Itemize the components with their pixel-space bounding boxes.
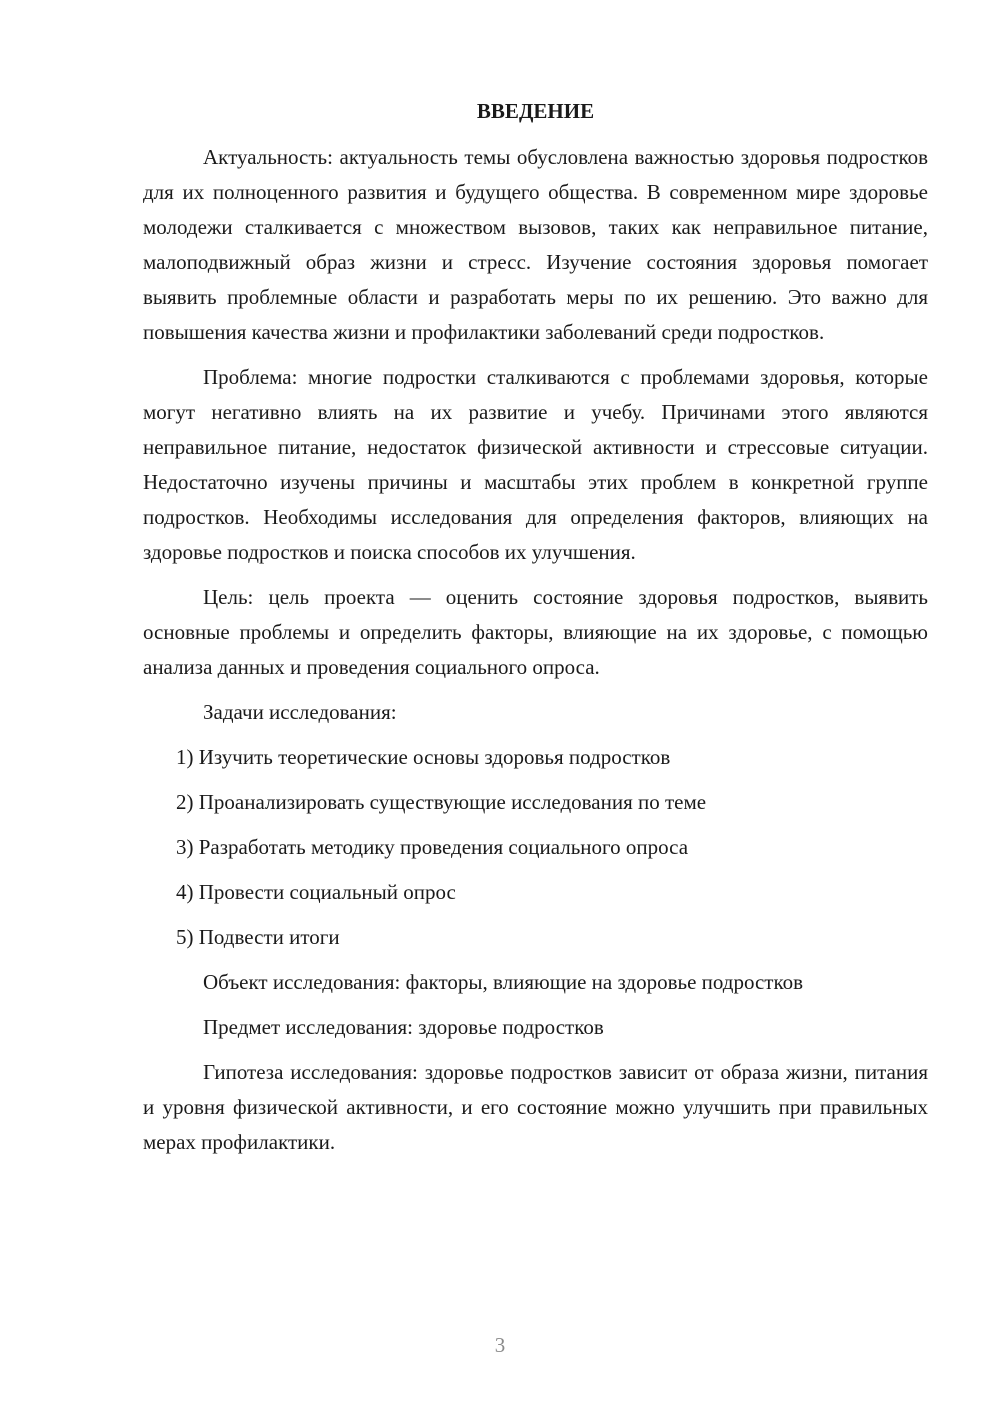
problem-paragraph: Проблема: многие подростки сталкиваются с проблемами здоровья, которые могут негативно влиять на их развитие и учебу. Причинами этого являются неправильное питание, недостаток физической активности и стрессовые ситуации. Недостаточно изучены причины и масштабы этих проблем в конкретной группе подростков. Необходимы исследования для определения факторов, влияющих на здоровье подростков и поиска способов их улучшения.: [143, 365, 928, 564]
page-title: ВВЕДЕНИЕ: [476, 99, 595, 123]
list-item: 4) Провести социальный опрос: [176, 880, 456, 904]
research-subject: Предмет исследования: здоровье подростков: [203, 1015, 604, 1039]
goal-paragraph: Цель: цель проекта — оценить состояние здоровья подростков, выявить основные проблемы и определить факторы, влияющие на их здоровье, с помощью анализа данных и проведения социального опроса.: [143, 585, 928, 679]
tasks-list: [143, 740, 928, 955]
hypothesis-paragraph: Гипотеза исследования: здоровье подростков зависит от образа жизни, питания и уровня физической активности, и его состояние можно улучшить при правильных мерах профилактики.: [143, 1060, 928, 1154]
tasks-heading: Задачи исследования:: [203, 700, 397, 724]
relevance-paragraph: Актуальность: актуальность темы обусловлена важностью здоровья подростков для их полноценного развития и будущего общества. В современном мире здоровье молодежи сталкивается с множеством вызовов, таких как неправильное питание, малоподвижный образ жизни и стресс. Изучение состояния здоровья помогает выявить проблемные области и разработать меры по их решению. Это важно для повышения качества жизни и профилактики заболеваний среди подростков.: [143, 145, 928, 344]
page-number: 3: [494, 1333, 506, 1357]
list-item: 1) Изучить теоретические основы здоровья подростков: [176, 745, 671, 769]
document-page: [143, 96, 928, 1170]
list-item: 3) Разработать методику проведения социального опроса: [176, 835, 689, 859]
research-object: Объект исследования: факторы, влияющие на здоровье подростков: [203, 970, 804, 994]
list-item: 2) Проанализировать существующие исследования по теме: [176, 790, 707, 814]
list-item: 5) Подвести итоги: [176, 925, 340, 949]
